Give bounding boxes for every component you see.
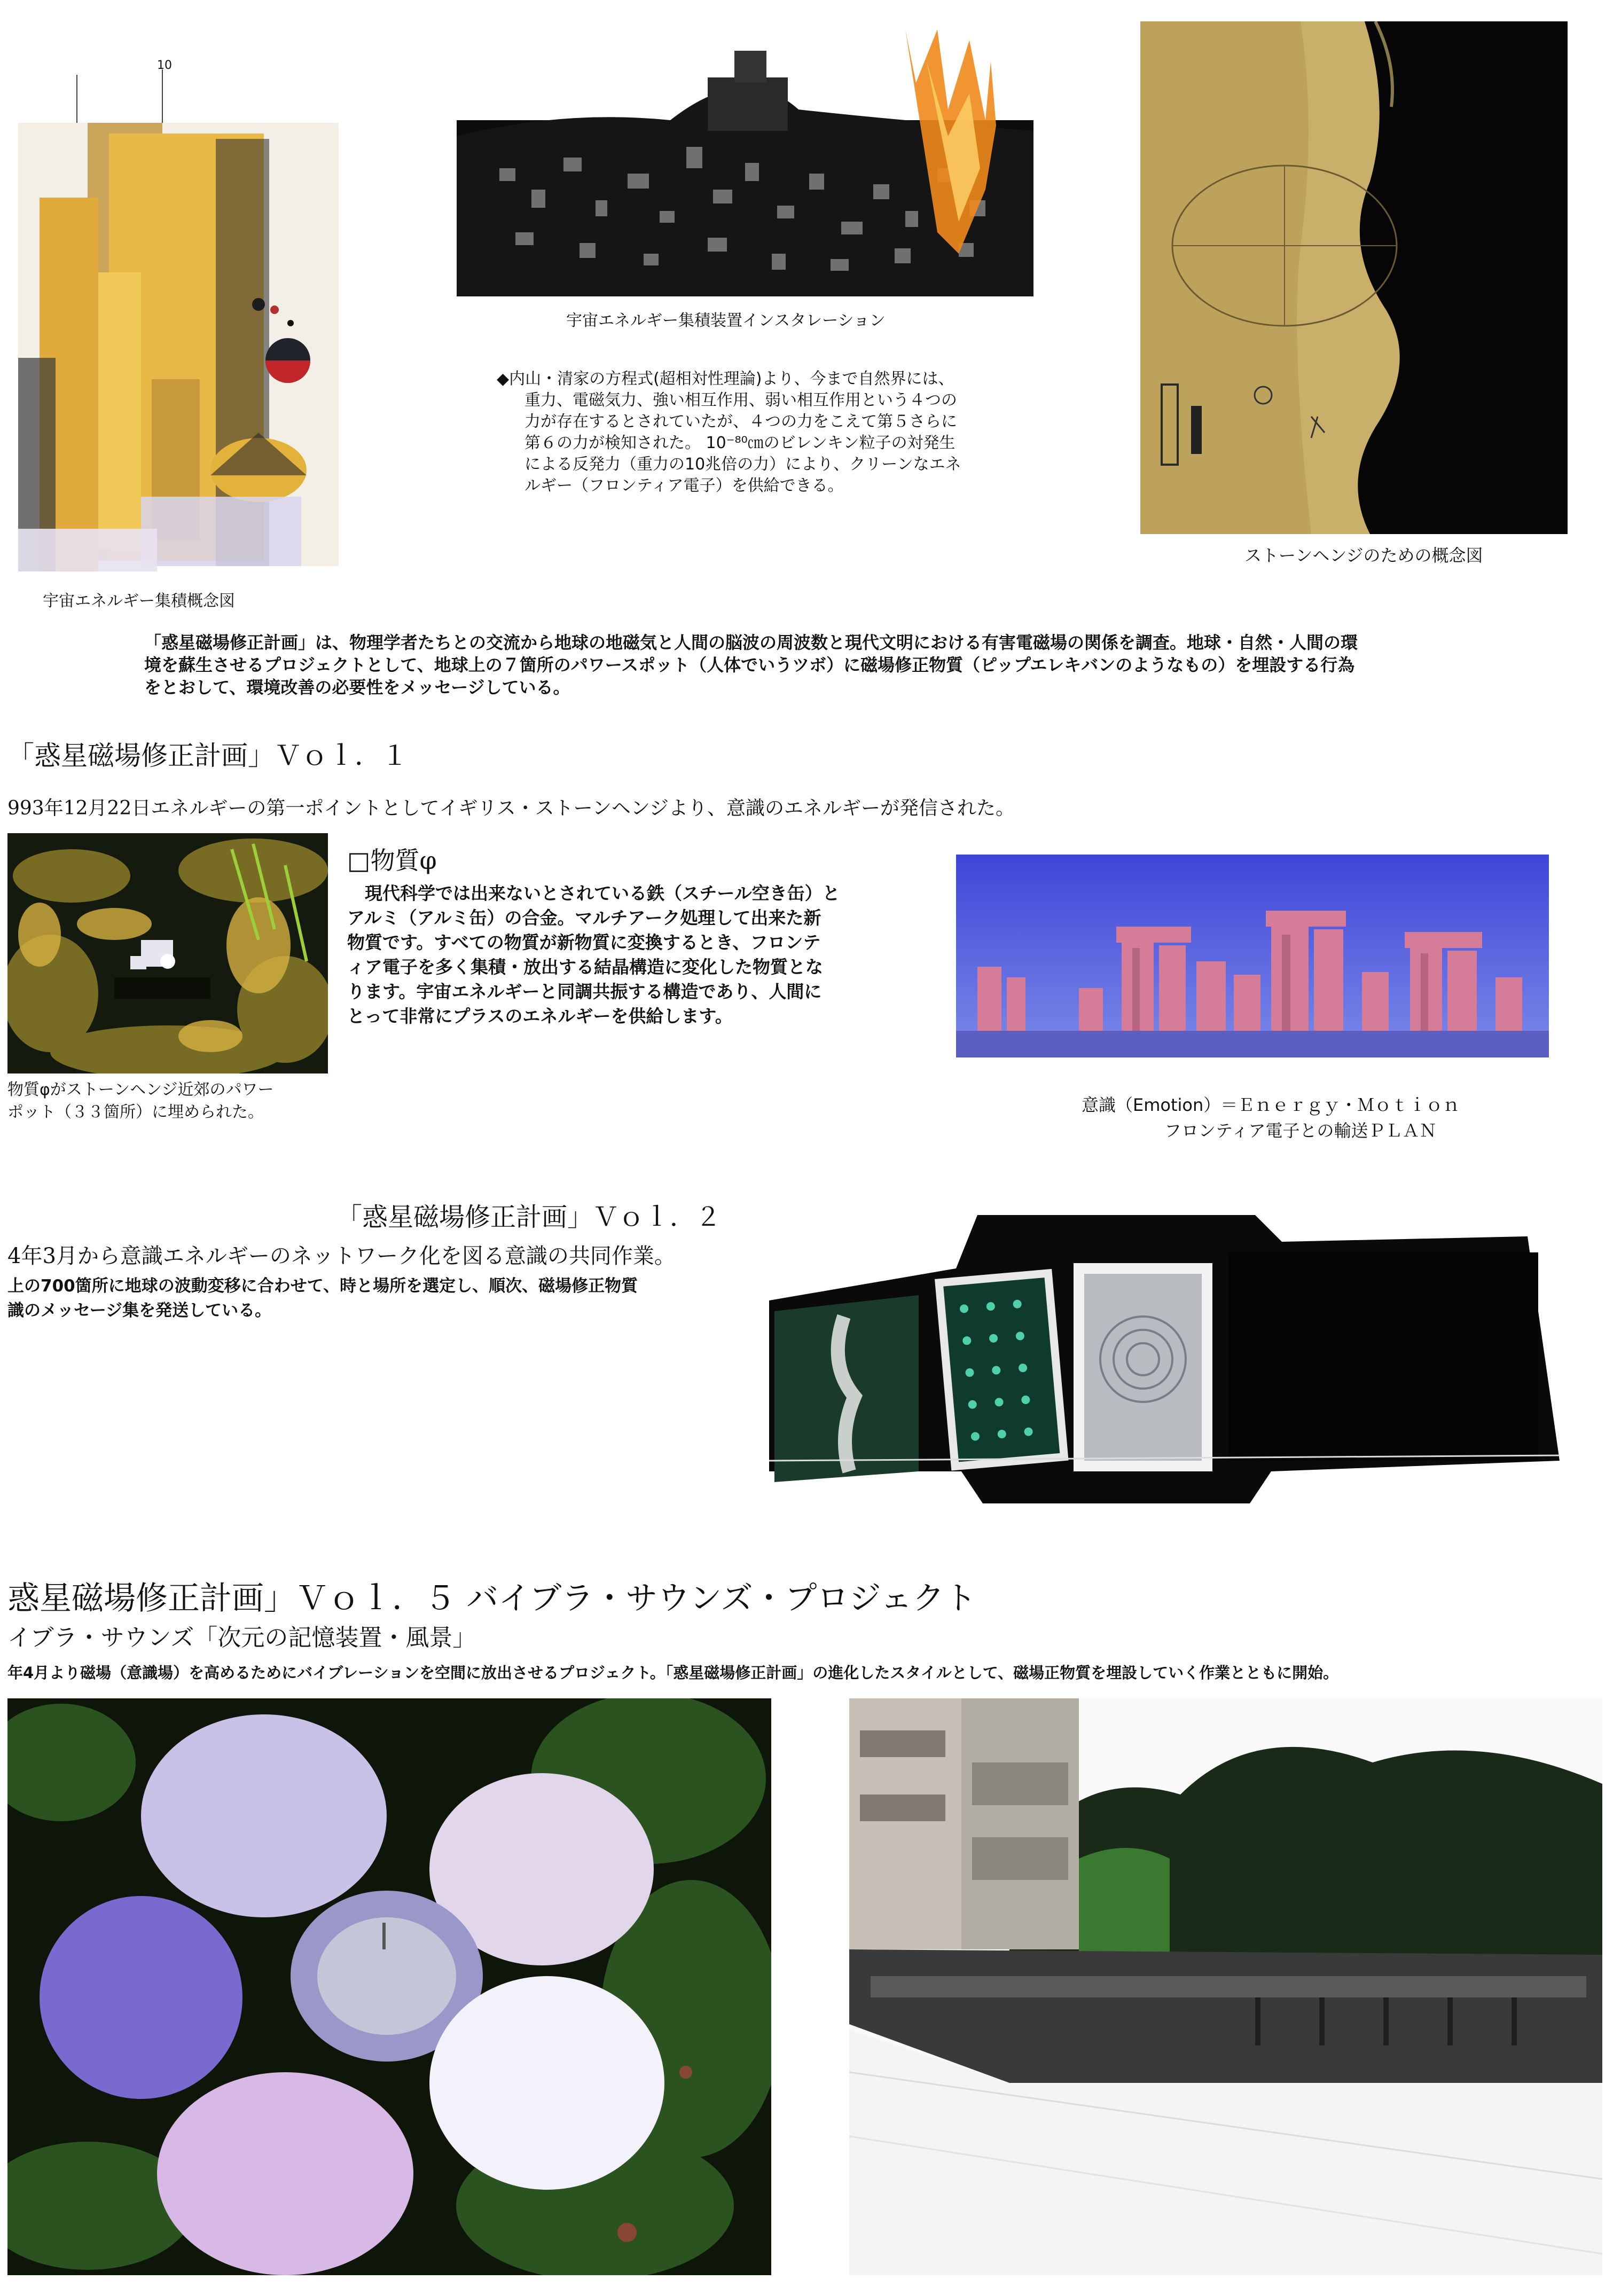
stonehenge-concept-drawing <box>1140 21 1568 534</box>
vol2-text <box>7 1274 755 1323</box>
energy-concept-collage <box>7 59 349 577</box>
vol1-lead: 993年12月22日エネルギーの第一ポイントとしてイギリス・ストーンヘンジより、意識のエネルギーが発信された。 <box>7 797 1015 819</box>
installation-art <box>457 29 1033 296</box>
network-collage-photo <box>758 1204 1592 1519</box>
vibra-discs-art <box>7 1698 771 2275</box>
theory-line: 重力、電磁気力、強い相互作用、弱い相互作用という４つの <box>524 391 957 410</box>
collage-mark: 10 <box>157 59 172 72</box>
vol5-lead: 年4月より磁場（意識場）を高めるためにバイブレーションを空間に放出させるプロジェクト。「惑星磁場修正計画」の進化したスタイルとして、磁場正物質を埋設していく作業とともに開始。 <box>7 1664 1339 1682</box>
theory-line: ルギー（フロンティア電子）を供給できる。 <box>524 476 844 495</box>
concept-drawing-art <box>1140 21 1568 534</box>
matter-phi-text <box>347 881 945 1029</box>
energy-concept-art <box>7 59 349 577</box>
stonehenge-art <box>956 855 1549 1057</box>
intro-line: 「惑星磁場修正計画」は、物理学者たちとの交流から地球の地磁気と人間の脳波の周波数と現代文明における有害電磁場の関係を調査。地球・自然・人間の環 <box>144 632 1358 653</box>
network-collage-art <box>758 1204 1592 1519</box>
caption-line: 物質φがストーンヘンジ近郊のパワー <box>7 1080 274 1099</box>
caption-line: フロンティア電子との輸送ＰＬＡＮ <box>1164 1120 1437 1141</box>
vol2-lead: 4年3月から意識エネルギーのネットワーク化を図る意識の共同作業。 <box>7 1244 676 1268</box>
caption-line: ポット（３３箇所）に埋められた。 <box>7 1103 264 1122</box>
intro-text <box>144 631 1522 699</box>
intro-line: 境を蘇生させるプロジェクトとして、地球上の７箇所のパワースポット（人体でいうツボ）に磁場修正物質（ピップエレキバンのようなもの）を埋設する行為 <box>144 655 1355 675</box>
matter-line: ィア電子を多く集積・放出する結晶構造に変化した物質とな <box>347 957 823 977</box>
energy-installation-photo <box>457 29 1033 296</box>
matter-line: 現代科学では出来ないとされている鉄（スチール空き缶）と <box>347 883 840 904</box>
matter-phi-art <box>7 833 328 1073</box>
theory-line: ◆内山・清家の方程式(超相対性理論)より、今まで自然界には、 <box>497 370 954 388</box>
stonehenge-caption <box>1082 1092 1562 1143</box>
matter-phi-title: □物質φ <box>347 846 437 875</box>
theory-text <box>497 369 1063 497</box>
intro-line: をとおして、環境改善の必要性をメッセージしている。 <box>144 677 570 698</box>
theory-line: 第６の力が検知された。 10⁻⁸⁰㎝のビレンキン粒子の対発生 <box>524 434 956 452</box>
vol2-line: 上の700箇所に地球の波動変移に合わせて、時と場所を選定し、順次、磁場修正物質 <box>7 1276 638 1296</box>
installation-caption: 宇宙エネルギー集積装置インスタレーション <box>566 311 886 330</box>
vibra-landscape-photo <box>849 1698 1602 2275</box>
caption-line: 意識（Emotion）＝Ｅｎｅｒｇｙ・Ｍｏｔｉｏｎ <box>1082 1095 1460 1115</box>
vol5-heading: 惑星磁場修正計画」Ｖｏｌ．５ バイブラ・サウンズ・プロジェクト <box>7 1580 977 1617</box>
theory-line: 力が存在するとされていたが、４つの力をこえて第５さらに <box>524 412 957 431</box>
matter-line: アルミ（アルミ缶）の合金。マルチアーク処理して出来た新 <box>347 907 821 928</box>
stonehenge-photo <box>956 855 1549 1057</box>
vibra-landscape-art <box>849 1698 1602 2275</box>
matter-line: 物質です。すべての物質が新物質に変換するとき、フロンテ <box>347 932 821 953</box>
vol2-line: 識のメッセージ集を発送している。 <box>7 1301 272 1320</box>
vol2-heading: 「惑星磁場修正計画」Ｖｏｌ．２ <box>336 1202 722 1232</box>
stonehenge-concept-caption: ストーンヘンジのための概念図 <box>1244 545 1483 566</box>
matter-phi-photo <box>7 833 328 1073</box>
vibra-discs-photo <box>7 1698 771 2275</box>
matter-phi-photo-caption <box>7 1079 339 1124</box>
vol5-subheading: イブラ・サウンズ「次元の記憶装置・風景」 <box>7 1624 476 1651</box>
matter-line: とって非常にプラスのエネルギーを供給します。 <box>347 1006 733 1026</box>
theory-line: による反発力（重力の10兆倍の力）により、クリーンなエネ <box>524 455 961 474</box>
energy-concept-caption: 宇宙エネルギー集積概念図 <box>43 592 235 610</box>
matter-line: ります。宇宙エネルギーと同調共振する構造であり、人間に <box>347 981 822 1002</box>
vol1-heading: 「惑星磁場修正計画」Ｖｏｌ．１ <box>7 740 408 771</box>
